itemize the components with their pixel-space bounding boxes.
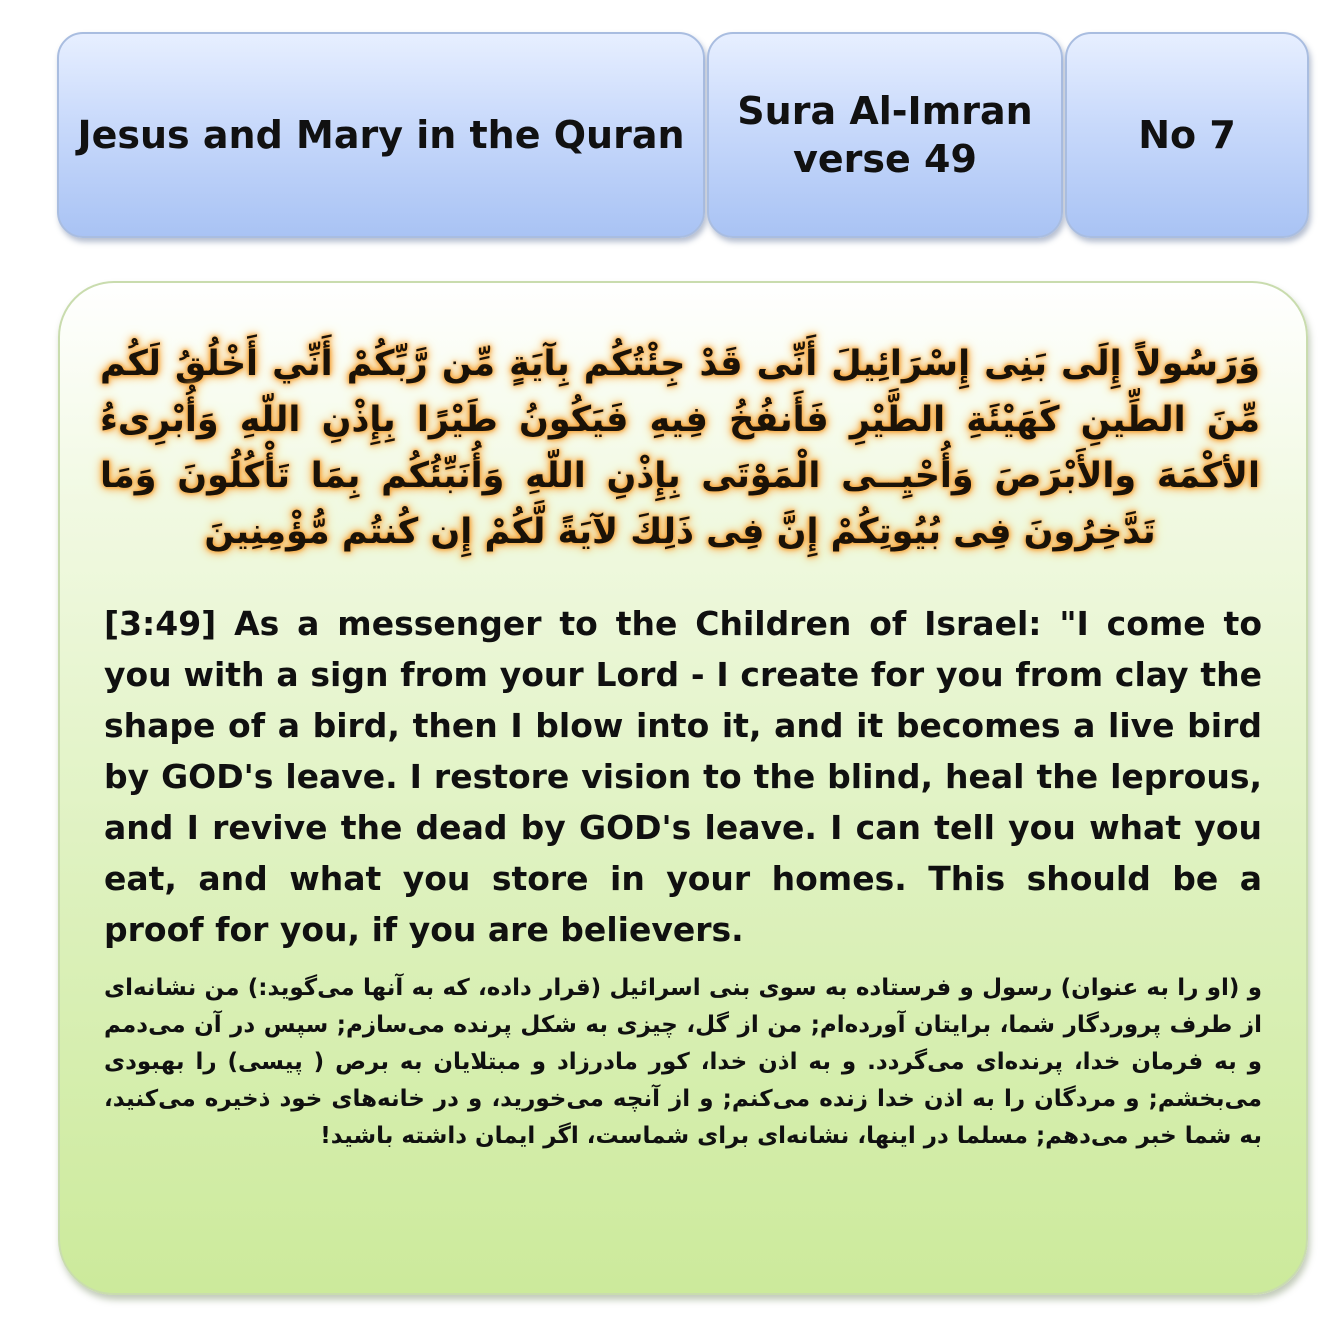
sura-box	[707, 32, 1063, 238]
verse-number: verse 49	[793, 137, 977, 181]
slide-number: No 7	[1138, 113, 1236, 157]
page-title: Jesus and Mary in the Quran	[77, 113, 685, 157]
sura-name: Sura Al-Imran	[737, 89, 1033, 133]
number-box	[1065, 32, 1309, 238]
persian-translation: و (او را به عنوان) رسول و فرستاده به سوی بنی اسرائیل (قرار داده، که به آنها می‌گوید:) من نشانه‌ای از طرف پروردگار شما، برایتان آورده‌ام; من از گل، چیزی به شکل پرنده می‌سازم; سپس در آن می‌دمم و به فرمان خدا، پرنده‌ای می‌گردد. و به اذن خدا، کور مادرزاد و مبتلایان به برص ( پیسی) را بهبودی می‌بخشم; و مردگان را به اذن خدا زنده می‌کنم; و از آنچه می‌خورید، و در خانه‌های خود ذخیره می‌کنید، به شما خبر می‌دهم; مسلما در اینها، نشانه‌ای برای شماست، اگر ایمان داشته باشید!	[104, 975, 1262, 1149]
arabic-verse: وَرَسُولاً إِلَى بَنِى إِسْرَائِيلَ أَنِّى قَدْ جِئْتُكُم بِآيَةٍ مِّن رَّبِّكُمْ أَنِّي أَخْلُقُ لَكُم مِّنَ الطِّينِ كَهَيْئَةِ الطَّيْرِ فَأَنفُخُ فِيهِ فَيَكُونُ طَيْرًا بِإِذْنِ اللّهِ وَأُبْرِىءُ الأكْمَهَ والأَبْرَصَ وَأُحْيِــى الْمَوْتَى بِإِذْنِ اللّهِ وَأُنَبِّئُكُم بِمَا تَأْكُلُونَ وَمَا تَدَّخِرُونَ فِى بُيُوتِكُمْ إِنَّ فِى ذَلِكَ لآيَةً لَّكُمْ إِن كُنتُم مُّؤْمِنِينَ	[100, 344, 1260, 552]
title-box	[57, 32, 705, 238]
english-translation: [3:49] As a messenger to the Children of Israel: "I come to you with a sign from your Lord - I create for you from clay the shape of a bird, then I blow into it, and it becomes a live bird by GOD's leave. I restore vision to the blind, heal the leprous, and I revive the dead by GOD's leave. I can tell you what you eat, and what you store in your homes. This should be a proof for you, if you are believers.	[104, 604, 1262, 949]
